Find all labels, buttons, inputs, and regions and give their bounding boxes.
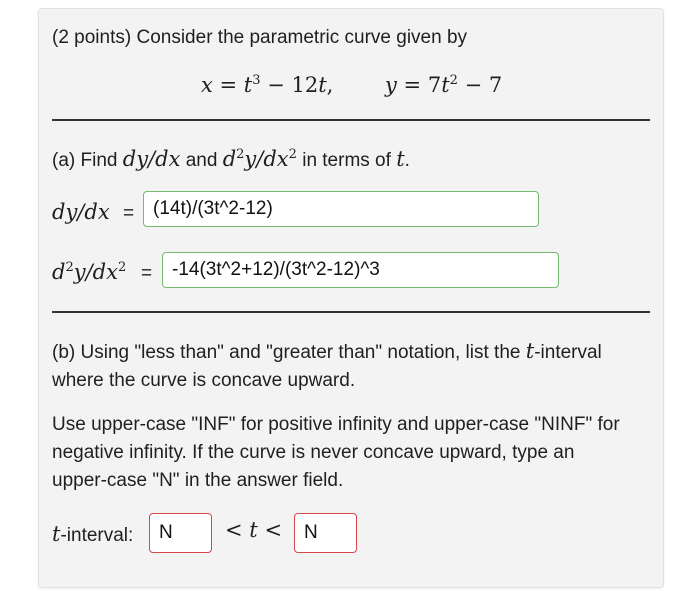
part-a-expr1: dy/dx	[122, 147, 181, 171]
instr-line2: negative infinity. If the curve is never concave upward, type an	[52, 442, 575, 463]
eq-x-lhs: x	[201, 73, 213, 97]
d2ydx2-equals: =	[141, 263, 153, 284]
eq-y-lhs: y	[385, 73, 397, 97]
part-a-prefix: (a) Find	[52, 150, 123, 171]
part-a-prompt	[52, 147, 410, 172]
divider	[52, 311, 650, 313]
d2ydx2-answer-field[interactable]: -14(3t^2+12)/(3t^2-12)^3	[162, 252, 559, 288]
lower-bound-field[interactable]: N	[149, 513, 212, 553]
eq-x-exp: 3	[252, 73, 261, 88]
equation-y: $y = 7t^2 - 7$	[385, 73, 503, 97]
equation-x: $x = t^3 - 12t$,	[201, 73, 334, 97]
d2ydx2-label: $d^2y/dx^2$	[52, 260, 127, 284]
eq-y-coef: 7	[427, 73, 442, 97]
eq-y-exp: 2	[449, 73, 458, 88]
dydx-label: dy/dx	[52, 200, 110, 224]
eq-x-rest: − 12	[260, 73, 319, 97]
part-a-expr2: $d^2y/dx^2$	[222, 147, 297, 171]
part-a-period: .	[404, 150, 410, 171]
eq-x-var: t	[318, 73, 327, 97]
eq-x-t: t	[243, 73, 253, 97]
dydx-equals: =	[123, 203, 135, 224]
interval-label: t-interval:	[52, 522, 134, 546]
part-b-prompt	[52, 337, 652, 395]
dydx-answer-field[interactable]: (14t)/(3t^2-12)	[143, 191, 539, 227]
part-a-suffix: in terms of	[296, 150, 397, 171]
part-a-var: t	[396, 147, 405, 171]
part-b-line1: (b) Using "less than" and "greater than" notation, list the t-interval	[52, 339, 602, 363]
problem-intro: (2 points) Consider the parametric curve given by	[52, 27, 468, 48]
part-b-instructions	[52, 411, 652, 495]
instr-line3: upper-case "N" in the answer field.	[52, 470, 344, 491]
eq-y-rest: − 7	[457, 73, 503, 97]
problem-card	[38, 8, 664, 588]
instr-line1: Use upper-case "INF" for positive infinity and upper-case "NINF" for	[52, 414, 620, 435]
eq-y-var: t	[441, 73, 450, 97]
upper-bound-field[interactable]: N	[294, 513, 357, 553]
divider	[52, 119, 650, 121]
eq-x-comma: ,	[326, 73, 334, 97]
inequality-middle: < t <	[225, 518, 283, 542]
part-a-mid: and	[180, 150, 223, 171]
part-b-line2: where the curve is concave upward.	[52, 370, 356, 391]
